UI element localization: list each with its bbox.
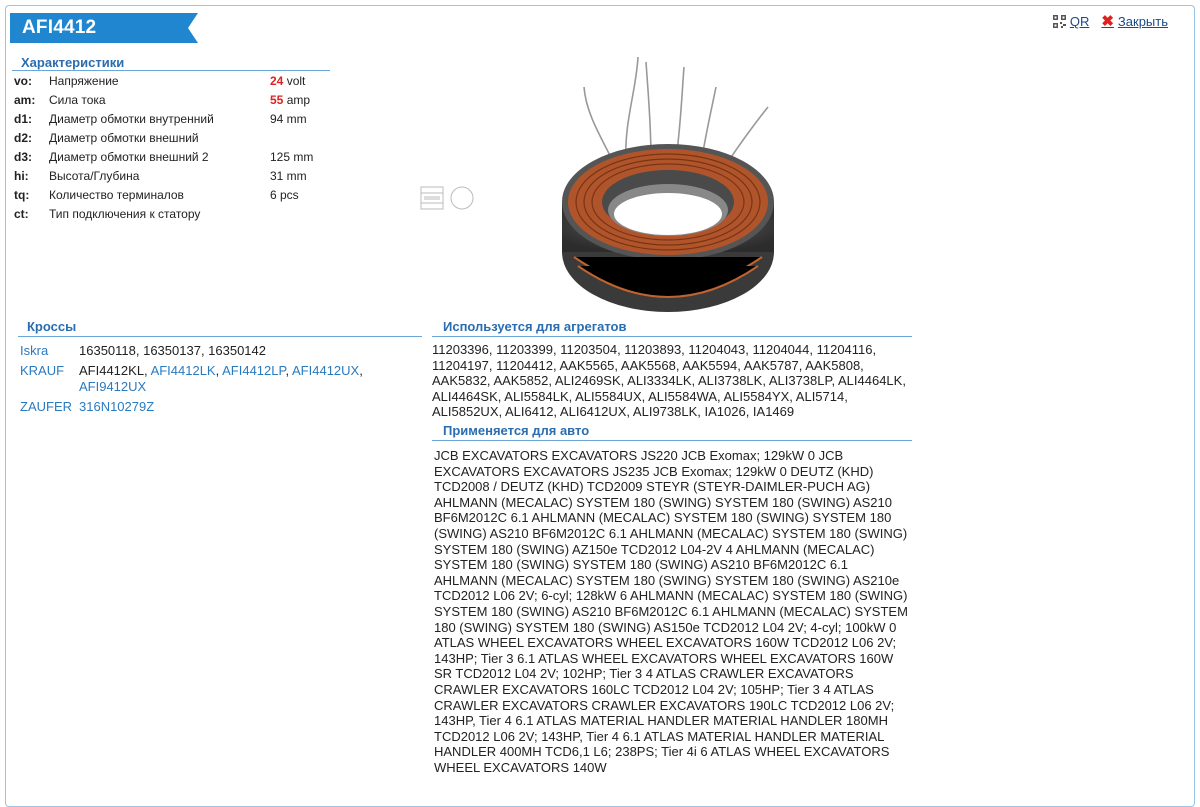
stator-image [556, 52, 780, 316]
spec-name: Тип подключения к статору [49, 207, 201, 221]
spec-code: ct: [14, 207, 29, 221]
close-link[interactable] [1101, 14, 1168, 29]
spec-value: 125 mm [270, 150, 314, 164]
spec-row [14, 148, 313, 167]
spec-code: tq: [14, 188, 30, 202]
cross-list [20, 343, 399, 419]
cross-link[interactable]: AFI4412LP [222, 363, 286, 378]
spec-name: Высота/Глубина [49, 169, 140, 183]
cross-values [79, 399, 399, 415]
spec-name: Количество терминалов [49, 188, 184, 202]
used-for-text: 11203396, 11203399, 11203504, 11203893, 11204043, 11204044, 11204116, 11204197, 11204412, AAK5565, AAK5568, AAK5594, AAK5787, AAK5808, AAK5832, AAK5852, ALI2469SK, ALI3334LK, ALI3738LK, ALI3738LP, ALI4464LK, ALI4464SK, ALI5584LK, ALI5584UX, ALI5584WA, ALI5584YX, ALI5714, ALI5852UX, ALI6412, ALI6412UX, ALI9738LK, IA1026, IA1469 [432, 342, 906, 419]
spec-row [14, 129, 313, 148]
specs-title: Характеристики [21, 55, 125, 70]
used-for-divider [432, 336, 912, 337]
spec-code: d1: [14, 112, 32, 126]
specs-divider [12, 70, 330, 71]
spec-name: Напряжение [49, 74, 119, 88]
spec-code: d2: [14, 131, 32, 145]
spec-name: Диаметр обмотки внутренний [49, 112, 214, 126]
spec-name: Диаметр обмотки внешний 2 [49, 150, 209, 164]
cross-brand: ZAUFER [20, 399, 72, 414]
spec-row [14, 72, 313, 91]
applied-text: JCB EXCAVATORS EXCAVATORS JS220 JCB Exomax; 129kW 0 JCB EXCAVATORS EXCAVATORS JS235 JCB Exomax; 129kW 0 DEUTZ (KHD) TCD2008 / DEUTZ (KHD) TCD2009 STEYR (STEYR-DAIMLER-PUCH AG) AHLMANN (MECALAC) SYSTEM 180 (SWING) SYSTEM 180 (SWING) AS210 BF6M2012C 6.1 AHLMANN (MECALAC) SYSTEM 180 (SWING) SYSTEM 180 (SWING) AS210 BF6M2012C 6.1 AHLMANN (MECALAC) SYSTEM 180 (SWING) SYSTEM 180 (SWING) AZ150e TCD2012 L04-2V 4 AHLMANN (MECALAC) SYSTEM 180 (SWING) SYSTEM 180 (SWING) AS210 BF6M2012C 6.1 AHLMANN (MECALAC) SYSTEM 180 (SWING) SYSTEM 180 (SWING) AS210e TCD2012 L06 2V; 6-cyl; 128kW 6 AHLMANN (MECALAC) SYSTEM 180 (SWING) SYSTEM 180 (SWING) AS210 BF6M2012C 6.1 AHLMANN (MECALAC) SYSTEM 180 (SWING) SYSTEM 180 (SWING) AS150e TCD2012 L04 2V; 4-cyl; 100kW 0 ATLAS WHEEL EXCAVATORS WHEEL EXCAVATORS 160W TCD2012 L06 2V; 143HP; Tier 3 6.1 ATLAS WHEEL EXCAVATORS WHEEL EXCAVATORS 160W SR TCD2012 L04 2V; 102HP; Tier 3 4 ATLAS CRAWLER EXCAVATORS CRAWLER EXCAVATORS 160LC TCD2012 L04 2V; 105HP; Tier 3 4 ATLAS CRAWLER EXCAVATORS CRAWLER EXCAVATORS 190LC TCD2012 L06 2V; 143HP, Tier 4 6.1 ATLAS MATERIAL HANDLER MATERIAL HANDLER 180MH TCD2012 L06 2V; 143HP, Tier 4 6.1 ATLAS MATERIAL HANDLER MATERIAL HANDLER 400MH TCD6,1 L6; 238PS; Tier 4i 6 ATLAS WHEEL EXCAVATORS WHEEL EXCAVATORS 140W [434, 448, 908, 775]
qr-icon [1053, 15, 1066, 28]
cross-brand: KRAUF [20, 363, 65, 378]
qr-link[interactable] [1053, 14, 1090, 29]
spec-row [14, 91, 313, 110]
specs-table [14, 72, 313, 224]
cross-link[interactable]: 316N10279Z [79, 399, 155, 414]
spec-value: 6 pcs [270, 188, 299, 202]
cross-link[interactable]: AFI4412UX [292, 363, 360, 378]
cross-link[interactable]: AFI4412LK [150, 363, 216, 378]
applied-title: Применяется для авто [443, 423, 590, 438]
cross-link[interactable]: AFI9412UX [79, 379, 147, 394]
cross-title: Кроссы [27, 319, 77, 334]
cross-row [20, 363, 399, 395]
spec-row [14, 167, 313, 186]
spec-code: am: [14, 93, 36, 107]
cross-values: 16350118, 16350137, 16350142 [79, 343, 267, 358]
spec-row [14, 186, 313, 205]
applied-divider [432, 440, 912, 441]
title-banner [10, 13, 198, 43]
dimension-diagram-icon [418, 183, 476, 213]
spec-code: vo: [14, 74, 32, 88]
cross-values: AFI4412KL, AFI4412LK, AFI4412LP, AFI4412UX, AFI9412UX [79, 363, 363, 394]
spec-row [14, 110, 313, 129]
spec-code: hi: [14, 169, 29, 183]
cross-brand: Iskra [20, 343, 49, 358]
close-label: Закрыть [1117, 14, 1168, 29]
spec-code: d3: [14, 150, 32, 164]
spec-row [14, 205, 313, 224]
cross-row [20, 343, 399, 359]
spec-value: 24 volt [270, 74, 306, 88]
top-actions [1053, 14, 1168, 29]
used-for-title: Используется для агрегатов [443, 319, 627, 334]
product-title: AFI4412 [22, 17, 97, 38]
spec-value: 55 amp [270, 93, 311, 107]
close-icon: ✖ [1101, 13, 1114, 30]
spec-name: Диаметр обмотки внешний [49, 131, 199, 145]
spec-value: 31 mm [270, 169, 307, 183]
cross-divider [18, 336, 422, 337]
cross-row [20, 399, 399, 415]
qr-label: QR [1069, 14, 1090, 29]
spec-name: Сила тока [49, 93, 106, 107]
spec-value: 94 mm [270, 112, 307, 126]
